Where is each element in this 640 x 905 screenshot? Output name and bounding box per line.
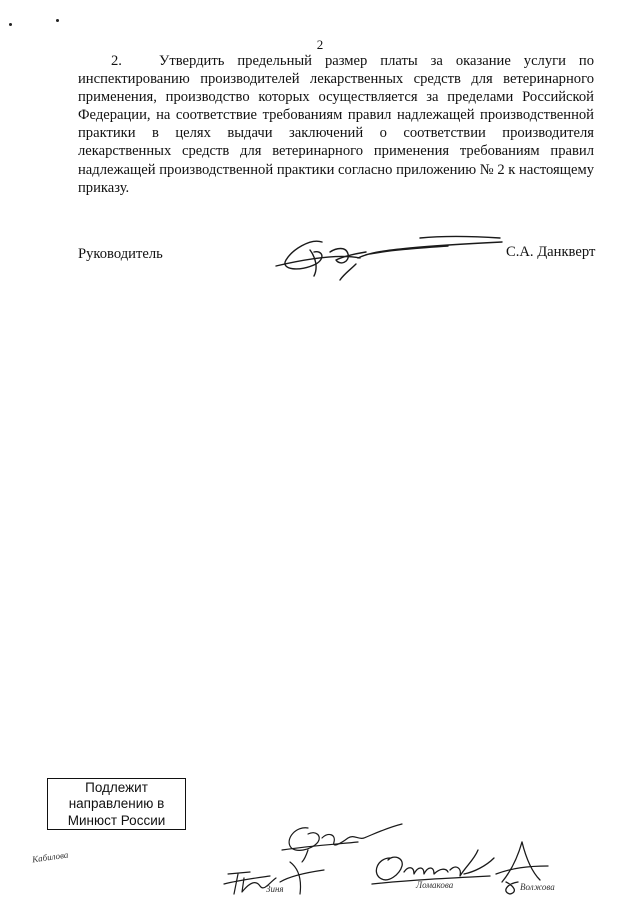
stamp-line: направлению в [68, 796, 165, 812]
stamp-line: Минюст России [67, 812, 166, 828]
signatory-title: Руководитель [78, 246, 163, 262]
page-number: 2 [316, 37, 324, 52]
visa-label-left: Кабилова [31, 849, 69, 865]
paragraph-text: Утвердить предельный размер платы за оказание услуги по инспектированию производителей лекарственных средств для ветеринарного применения, производство которых осуществляется за пределами Российской Федерации, на соответствие требованиям правил надлежащей производственной практики в целях выдачи заключений о соответствии производителя лекарственных средств для ветеринарного применения требованиям правил надлежащей производственной практики согласно приложению № 2 к настоящему приказу. [78, 53, 594, 196]
scan-speck [56, 19, 59, 22]
head-signature [270, 228, 510, 288]
paragraph-number: 2. [111, 53, 122, 69]
stamp-line: Подлежит [85, 780, 148, 795]
visa-label: Волжова [520, 882, 555, 892]
visa-label: Ломакова [416, 880, 454, 890]
scan-speck [9, 23, 12, 26]
visa-label: Зиня [266, 884, 284, 894]
paragraph-2 [78, 52, 594, 197]
ministry-of-justice-stamp [47, 778, 186, 830]
signatory-name: С.А. Данкверт [506, 244, 596, 260]
